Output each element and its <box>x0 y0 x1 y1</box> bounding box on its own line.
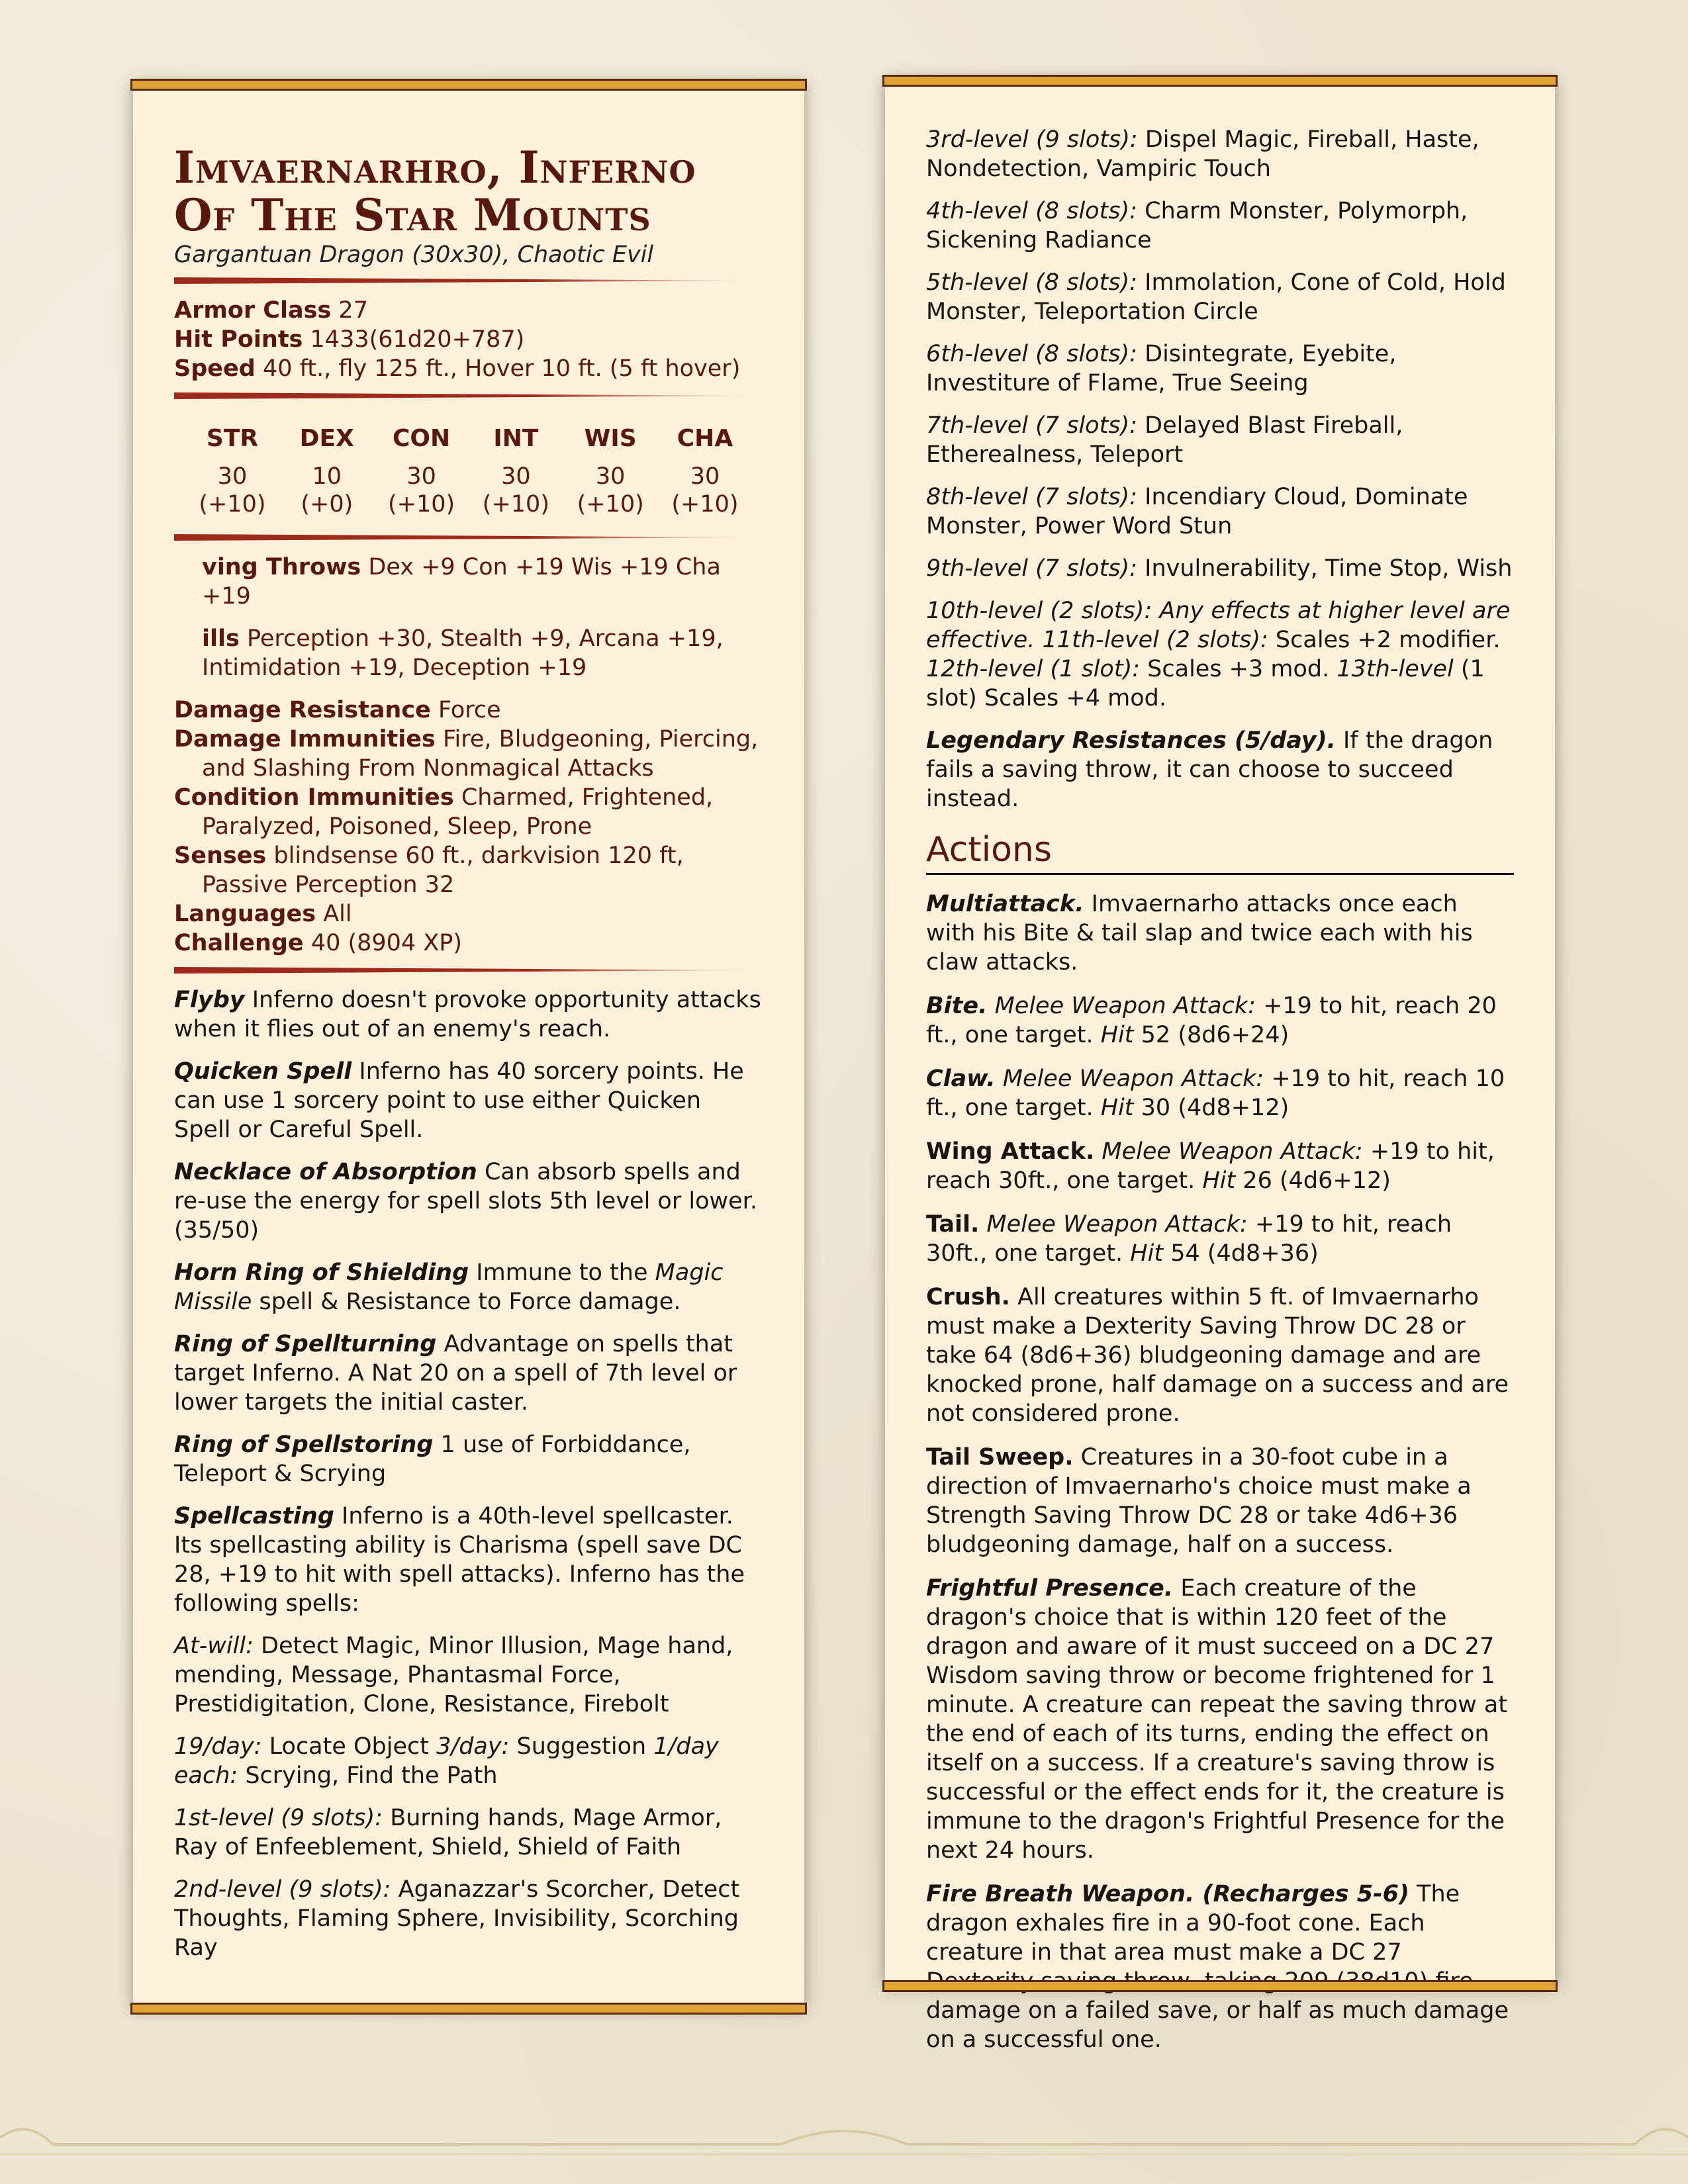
trait-necklace-of-absorption <box>174 1158 763 1245</box>
statblock-right-column <box>885 80 1555 2053</box>
speed-label: Speed <box>174 355 256 382</box>
damage-immunities-value: Fire, Bludgeoning, Piercing, and Slashing From Nonmagical Attacks <box>202 726 759 782</box>
spell-list: Scales +2 modifier. <box>1275 627 1501 653</box>
spell-level-label: 6th-level (8 slots): <box>926 341 1137 367</box>
action-name: Wing Attack. <box>926 1138 1095 1165</box>
section-divider <box>174 277 763 284</box>
spells-level-1 <box>174 1803 763 1862</box>
action-tail <box>926 1210 1514 1268</box>
senses <box>174 841 763 899</box>
ability-score: 30 <box>595 463 626 490</box>
spell-list: Detect Magic, Minor Illusion, Mage hand, mending, Message, Phantasmal Force, Prestidigitation, Clone, Resistance, Firebolt <box>174 1633 733 1717</box>
monster-name-line2: Of The Star Mounts <box>174 189 651 241</box>
action-text: The dragon exhales fire in a 90-foot cone. Each creature in that area must make a DC 27 damage on a failed save, or half as much damage on a successful one. <box>926 1881 1509 2053</box>
saving-throws-label: ving Throws <box>202 554 361 580</box>
trait-quicken-spell <box>174 1057 763 1144</box>
ability-dex <box>281 423 373 518</box>
trait-text: Inferno has 40 sorcery points. He can use 1 sorcery point to use either Quicken Spell or Careful Spell. <box>174 1058 744 1143</box>
senses-value: blindsense 60 ft., darkvision 120 ft, Passive Perception 32 <box>202 842 684 898</box>
statblock-top-bar <box>130 79 807 91</box>
spell-level-label: 11th-level (2 slots): <box>1042 627 1268 653</box>
damage-resistance-label: Damage Resistance <box>174 697 431 723</box>
actions-heading: Actions <box>926 829 1514 875</box>
ability-wis <box>564 423 657 518</box>
spells-level-10-plus <box>926 596 1514 713</box>
trait-name: Necklace of Absorption <box>174 1159 477 1185</box>
ability-cha <box>659 423 751 518</box>
trait-text: spell & Resistance to Force damage. <box>259 1289 681 1315</box>
spell-list: Disintegrate, Eyebite, Investiture of Flame, True Seeing <box>926 341 1397 396</box>
spell-list: Invulnerability, Time Stop, Wish <box>1145 555 1513 582</box>
spell-list: Scales +3 mod. <box>1147 656 1330 682</box>
ability-scores <box>174 411 763 525</box>
spell-list: Charm Monster, Polymorph, Sickening Radiance <box>926 198 1468 253</box>
ability-score: 30 <box>217 463 248 490</box>
challenge-value: 40 (8904 XP) <box>310 930 463 956</box>
languages-value: All <box>323 901 352 927</box>
trait-text: Can absorb spells and re-use the energy for spell slots 5th level or lower. (35/50) <box>174 1159 757 1244</box>
trait-text: Advantage on spells that target Inferno. A Nat 20 on a spell of 7th level or lower targets the initial caster. <box>174 1331 737 1416</box>
action-text: All creatures within 5 ft. of Imvaernarho must make a Dexterity Saving Throw DC 28 or take 64 (8d6+36) bludgeoning damage and are knocked prone, half damage on a success and are not considered prone. <box>926 1284 1509 1427</box>
trait-text: If the dragon fails a saving throw, it can choose to succeed instead. <box>926 727 1493 812</box>
action-name: Frightful Presence. <box>926 1575 1174 1602</box>
spell-list: Incendiary Cloud, Dominate Monster, Power Word Stun <box>926 484 1468 539</box>
statblock-left-column <box>133 84 804 2009</box>
trait-horn-ring-of-shielding <box>174 1258 763 1316</box>
trait-spellcasting <box>174 1502 763 1618</box>
monster-name-line1: Imvaernarhro, Inferno <box>174 142 696 193</box>
spells-level-2 <box>174 1875 763 1962</box>
damage-value: 54 (4d8+36) <box>1170 1240 1319 1267</box>
spells-level-7 <box>926 411 1514 469</box>
damage-value: 30 (4d8+12) <box>1141 1095 1289 1121</box>
spell-list: Immolation, Cone of Cold, Hold Monster, Teleportation Circle <box>926 269 1506 325</box>
ability-score: 30 <box>501 463 531 490</box>
trait-name: Ring of Spellstoring <box>174 1432 434 1458</box>
action-name: Tail. <box>926 1211 980 1238</box>
trait-text: 1 use of Forbiddance, Teleport & Scrying <box>174 1432 691 1487</box>
damage-immunities <box>174 725 763 783</box>
spell-list: (1 slot) Scales +4 mod. <box>926 656 1485 711</box>
spell-level-label: 9th-level (7 slots): <box>926 555 1137 582</box>
action-name: Tail Sweep. <box>926 1444 1074 1471</box>
skills-value: Perception +30, Stealth +9, Arcana +19, Intimidation +19, Deception +19 <box>202 625 724 681</box>
monster-name <box>174 144 763 239</box>
hit-label: Hit <box>1130 1240 1164 1267</box>
action-name: Crush. <box>926 1284 1010 1310</box>
action-text: Creatures in a 30-foot cube in a direction of Imvaernarho's choice must make a Strength Saving Throw DC 28 or take 4d6+36 bludgeoning damage, half on a success. <box>926 1444 1472 1558</box>
ability-str <box>186 423 279 518</box>
spell-list: Suggestion <box>516 1733 647 1760</box>
hit-points-value: 1433(61d20+787) <box>310 326 525 353</box>
hit-points <box>174 325 763 354</box>
spells-level-8 <box>926 482 1514 541</box>
section-divider <box>174 534 763 541</box>
spell-level-label: 5th-level (8 slots): <box>926 269 1137 296</box>
hit-label: Hit <box>1100 1022 1134 1048</box>
action-text: Imvaernarho attacks once each with his Bite & tail slap and twice each with his claw attacks. <box>926 891 1473 976</box>
ability-key: STR <box>206 425 259 452</box>
languages <box>174 899 763 929</box>
section-divider <box>174 392 763 399</box>
ability-con <box>375 423 468 518</box>
hit-label: Hit <box>1100 1095 1134 1121</box>
condition-immunities-value: Charmed, Frightened, Paralyzed, Poisoned, Sleep, Prone <box>202 784 714 840</box>
ability-modifier: (+10) <box>577 491 644 518</box>
challenge <box>174 929 763 958</box>
trait-spell-name: Magic Missile <box>174 1259 724 1315</box>
skills-label: ills <box>202 625 240 652</box>
damage-resistance <box>174 696 763 725</box>
ability-modifier: (+0) <box>301 491 353 518</box>
action-text: +19 to hit, reach 10 ft., one target. <box>926 1066 1505 1121</box>
action-text: Each creature of the dragon's choice that is within 120 feet of the dragon and aware of it must succeed on a DC 27 Wisdom saving throw or become frightened for 1 minute. A creature can repeat the saving throw at the end of each of its turns, ending the effect on itself on a success. If a creature's saving throw is successful or the effect ends for it, the creature is immune to the dragon's Frightful Presence for the next 24 hours. <box>926 1575 1508 1864</box>
speed-value: 40 ft., fly 125 ft., Hover 10 ft. (5 ft hover) <box>262 355 741 382</box>
section-divider <box>174 967 763 974</box>
trait-ring-of-spellstoring <box>174 1430 763 1488</box>
monster-type: Gargantuan Dragon (30x30), Chaotic Evil <box>174 242 654 268</box>
challenge-label: Challenge <box>174 930 304 956</box>
trait-name: Flyby <box>174 987 245 1013</box>
ability-score: 30 <box>406 463 436 490</box>
action-text: +19 to hit, reach 30ft., one target. <box>926 1138 1495 1194</box>
page-footer-ornament <box>0 2091 1688 2184</box>
ability-score: 10 <box>312 463 342 490</box>
armor-class <box>174 296 763 325</box>
damage-resistance-value: Force <box>438 697 501 723</box>
action-claw <box>926 1064 1514 1122</box>
speed <box>174 354 763 383</box>
damage-value: 26 (4d6+12) <box>1243 1167 1391 1194</box>
trait-name: Ring of Spellturning <box>174 1331 437 1357</box>
spells-level-9 <box>926 554 1514 583</box>
ability-key: CON <box>393 425 451 452</box>
trait-flyby <box>174 985 763 1044</box>
trait-text: Inferno doesn't provoke opportunity attacks when it flies out of an enemy's reach. <box>174 987 761 1042</box>
spell-level-label: 12th-level (1 slot): <box>926 656 1141 682</box>
spell-list: Scrying, Find the Path <box>245 1762 498 1789</box>
trait-legendary-resistances <box>926 726 1514 813</box>
spell-level-label: 4th-level (8 slots): <box>926 198 1137 224</box>
spell-level-label: 13th-level <box>1336 656 1454 682</box>
action-wing-attack <box>926 1137 1514 1195</box>
ability-modifier: (+10) <box>388 491 455 518</box>
action-tail-sweep <box>926 1443 1514 1559</box>
ability-key: INT <box>493 425 539 452</box>
spells-level-6 <box>926 340 1514 398</box>
statblock-bottom-bar <box>882 1980 1558 1992</box>
saving-throws <box>202 553 763 611</box>
spells-level-4 <box>926 197 1514 255</box>
ability-modifier: (+10) <box>671 491 739 518</box>
spell-level-label: At-will: <box>174 1633 254 1659</box>
ability-key: DEX <box>299 425 354 452</box>
spell-level-label: 1/day each: <box>174 1733 719 1789</box>
action-crush <box>926 1283 1514 1428</box>
action-text: +19 to hit, reach 20 ft., one target. <box>926 993 1497 1048</box>
spell-list: Locate Object <box>269 1733 430 1760</box>
action-name: Claw. <box>926 1066 996 1092</box>
spell-level-label: 10th-level (2 slots): Any effects at higher level are effective. <box>926 598 1511 653</box>
spell-level-label: 19/day: <box>174 1733 262 1760</box>
ability-key: CHA <box>677 425 733 452</box>
hit-label: Hit <box>1202 1167 1236 1194</box>
ability-modifier: (+10) <box>482 491 549 518</box>
ability-modifier: (+10) <box>199 491 266 518</box>
attack-type: Melee Weapon Attack: <box>1102 1138 1363 1165</box>
action-frightful-presence <box>926 1574 1514 1865</box>
ability-key: WIS <box>584 425 637 452</box>
trait-name: Quicken Spell <box>174 1058 352 1085</box>
spell-list: Dispel Magic, Fireball, Haste, Nondetection, Vampiric Touch <box>926 126 1479 182</box>
armor-class-value: 27 <box>338 297 368 324</box>
skills <box>202 624 763 682</box>
spell-level-label: 7th-level (7 slots): <box>926 412 1137 439</box>
spells-level-5 <box>926 268 1514 326</box>
statblock-bottom-bar <box>130 2003 807 2015</box>
condition-immunities-label: Condition Immunities <box>174 784 454 811</box>
armor-class-label: Armor Class <box>174 297 332 324</box>
spell-list: Delayed Blast Fireball, Etherealness, Teleport <box>926 412 1403 468</box>
senses-label: Senses <box>174 842 267 869</box>
spells-at-will <box>174 1631 763 1719</box>
spell-list: Burning hands, Mage Armor, Ray of Enfeeblement, Shield, Shield of Faith <box>174 1805 722 1860</box>
spells-per-day <box>174 1732 763 1790</box>
action-multiattack <box>926 889 1514 977</box>
hit-points-label: Hit Points <box>174 326 303 353</box>
trait-text: Immune to the <box>476 1259 648 1286</box>
spells-level-3 <box>926 125 1514 183</box>
spell-level-label: 2nd-level (9 slots): <box>174 1876 391 1903</box>
saving-throws-value: Dex +9 Con +19 Wis +19 Cha +19 <box>202 554 721 610</box>
ability-int <box>469 423 562 518</box>
spell-level-label: 1st-level (9 slots): <box>174 1805 383 1831</box>
trait-ring-of-spellturning <box>174 1330 763 1417</box>
trait-text: Inferno is a 40th-level spellcaster. Its spellcasting ability is Charisma (spell save DC 28, +19 to hit with spell attacks). Inferno has the following spells: <box>174 1503 745 1617</box>
action-name: Multiattack. <box>926 891 1084 917</box>
attack-type: Melee Weapon Attack: <box>994 993 1256 1019</box>
spell-level-label: 3rd-level (9 slots): <box>926 126 1138 153</box>
languages-label: Languages <box>174 901 316 927</box>
attack-type: Melee Weapon Attack: <box>1002 1066 1264 1092</box>
action-name: Fire Breath Weapon. (Recharges 5-6) <box>926 1881 1409 1907</box>
damage-value: 52 (8d6+24) <box>1141 1022 1289 1048</box>
trait-name: Legendary Resistances (5/day). <box>926 727 1336 754</box>
trait-name: Horn Ring of Shielding <box>174 1259 469 1286</box>
condition-immunities <box>174 783 763 841</box>
spell-level-label: 3/day: <box>436 1733 510 1760</box>
spell-list: Aganazzar's Scorcher, Detect Thoughts, Flaming Sphere, Invisibility, Scorching Ray <box>174 1876 740 1961</box>
action-fire-breath <box>926 1880 1514 2054</box>
statblock-top-bar <box>882 75 1558 87</box>
trait-name: Spellcasting <box>174 1503 334 1529</box>
action-name: Bite. <box>926 993 988 1019</box>
ability-score: 30 <box>690 463 720 490</box>
spell-level-label: 8th-level (7 slots): <box>926 484 1137 510</box>
damage-immunities-label: Damage Immunities <box>174 726 436 752</box>
attack-type: Melee Weapon Attack: <box>986 1211 1248 1238</box>
action-text: +19 to hit, reach 30ft., one target. <box>926 1211 1452 1267</box>
action-bite <box>926 991 1514 1050</box>
